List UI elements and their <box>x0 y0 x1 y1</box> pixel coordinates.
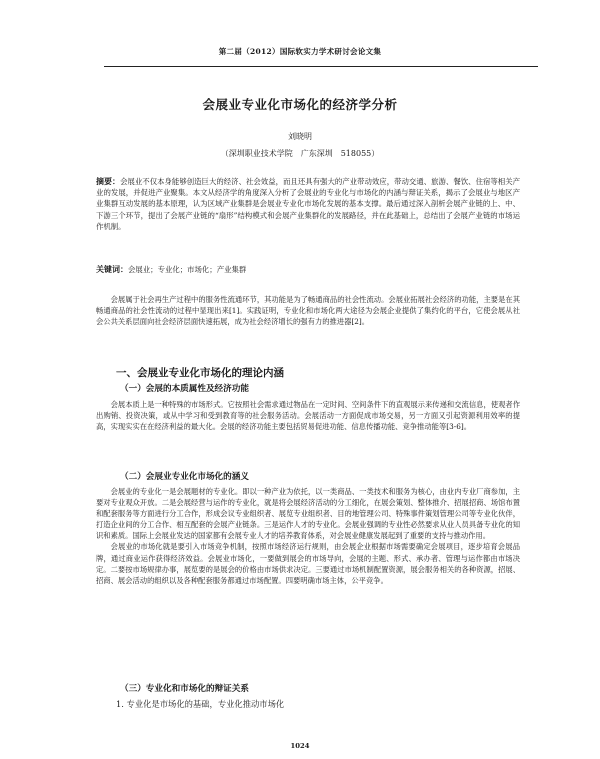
author-name: 刘晓明 <box>288 132 312 141</box>
numbered-point-1: 1. 专业化是市场化的基础，专业化推动市场化 <box>116 699 285 709</box>
author-affiliation: （深圳职业技术学院 广东深圳 518055） <box>220 149 380 158</box>
keywords <box>96 264 520 275</box>
abstract <box>96 176 520 232</box>
header-rule <box>104 66 538 67</box>
keywords-label: 关键词： <box>96 264 128 274</box>
running-header: 第二届（2012）国际软实力学术研讨会论文集 <box>218 47 382 56</box>
subsection-heading-2: （二）会展业专业化市场化的涵义 <box>120 472 249 482</box>
paper-title: 会展业专业化市场化的经济学分析 <box>202 97 398 112</box>
subsection-2-paragraph-2: 会展业的市场化就是要引入市场竞争机制，按照市场经济运行规则，由会展企业根据市场需要确定会展项目，逐步培育会展品牌，通过商业运作获得经济效益。会展业市场化，一要做到展会的市场导向，会展的主题、形式、承办者、管理与运作都由市场决定。二要按市场规律办事，展览要的是展会的价格由市场供求决定。三要通过市场机制配置资源，展会服务相关的各种资源，招展、招商、展会活动的组织以及各种配套服务都通过市场配置。四要明确市场主体，公平竞争。 <box>96 542 520 585</box>
intro-section <box>96 294 520 327</box>
page-number: 1024 <box>290 742 310 750</box>
subsection-1-body <box>96 399 520 432</box>
subsection-1-paragraph: 会展本质上是一种特殊的市场形式。它按照社会需求通过物品在一定时间、空间条件下的直观展示来传递和交流信息，使观者作出购销、投资决策，或从中学习和受到教育等的社会服务活动。会展活动一方面促成市场交易，另一方面又引起资源利用效率的提高，实现实实在在经济利益的最大化。会展的经济功能主要包括贸易促进功能、信息传播功能、竞争推动能等[3-6]。 <box>96 400 520 432</box>
intro-paragraph: 会展属于社会再生产过程中的服务性流通环节，其功能是为了畅通商品的社会性流动。会展业拓展社会经济的功能，主要是在其畅通商品的社会性流动的过程中显现出来[1]。实践证明，专业化和市场化两大途径为会展企业提供了集约化的平台，它使会展从社会公共关系层面向社会经济层面快速拓展，成为社会经济增长的强有力的推进器[2]。 <box>96 295 520 327</box>
subsection-heading-3: （三）专业化和市场化的辩证关系 <box>120 684 249 694</box>
abstract-text: 会展业不仅本身能够创造巨大的经济、社会效益，而且还具有强大的产业带动效应，带动交通、旅游、餐饮、住宿等相关产业的发展，并促进产业聚集。本文从经济学的角度深入分析了会展业的专业化与市场化的内涵与辩证关系，揭示了会展业与地区产业集群互动发展的基本原理，认为区域产业集群是会展业专业化市场化发展的基本支撑。最后通过深入剖析会展产业链的上、中、下游三个环节，提出了会展产业链的“扇形”结构模式和会展产业集群化的发展路径，并在此基础上，总结出了会展产业链的市场运作机制。 <box>96 177 521 231</box>
abstract-label: 摘要： <box>96 176 121 186</box>
subsection-heading-1: （一）会展的本质属性及经济功能 <box>120 384 249 394</box>
section-heading-1: 一、会展业专业化市场化的理论内涵 <box>116 367 284 379</box>
subsection-2-paragraph-1: 会展业的专业化一是会展题材的专业化。即以一种产业为依托，以一类商品、一类技术和服务为核心，由业内专业厂商参加，主要对专业观众开放。二是会展经营与运作的专业化，就是将会展经济活动的分工细化，在展会策划、整体推介、招展招商、场馆布置和配套服务等方面进行分工合作，形成会议专业组织者、展览专业组织者、目的地管理公司、特殊事件策划管理公司等专业化伙伴，打造企业间的分工合作、相互配套的会展产业链条。三是运作人才的专业化。会展业强调的专业性必然要求从业人员具备专业化的知识和素质。国际上会展业发达的国家都有会展专业人才的培养教育体系，对会展业健康发展起到了重要的支持与推动作用。 <box>96 487 520 541</box>
subsection-2-body <box>96 486 520 586</box>
keywords-text: 会展业；专业化；市场化；产业集群 <box>128 265 247 274</box>
